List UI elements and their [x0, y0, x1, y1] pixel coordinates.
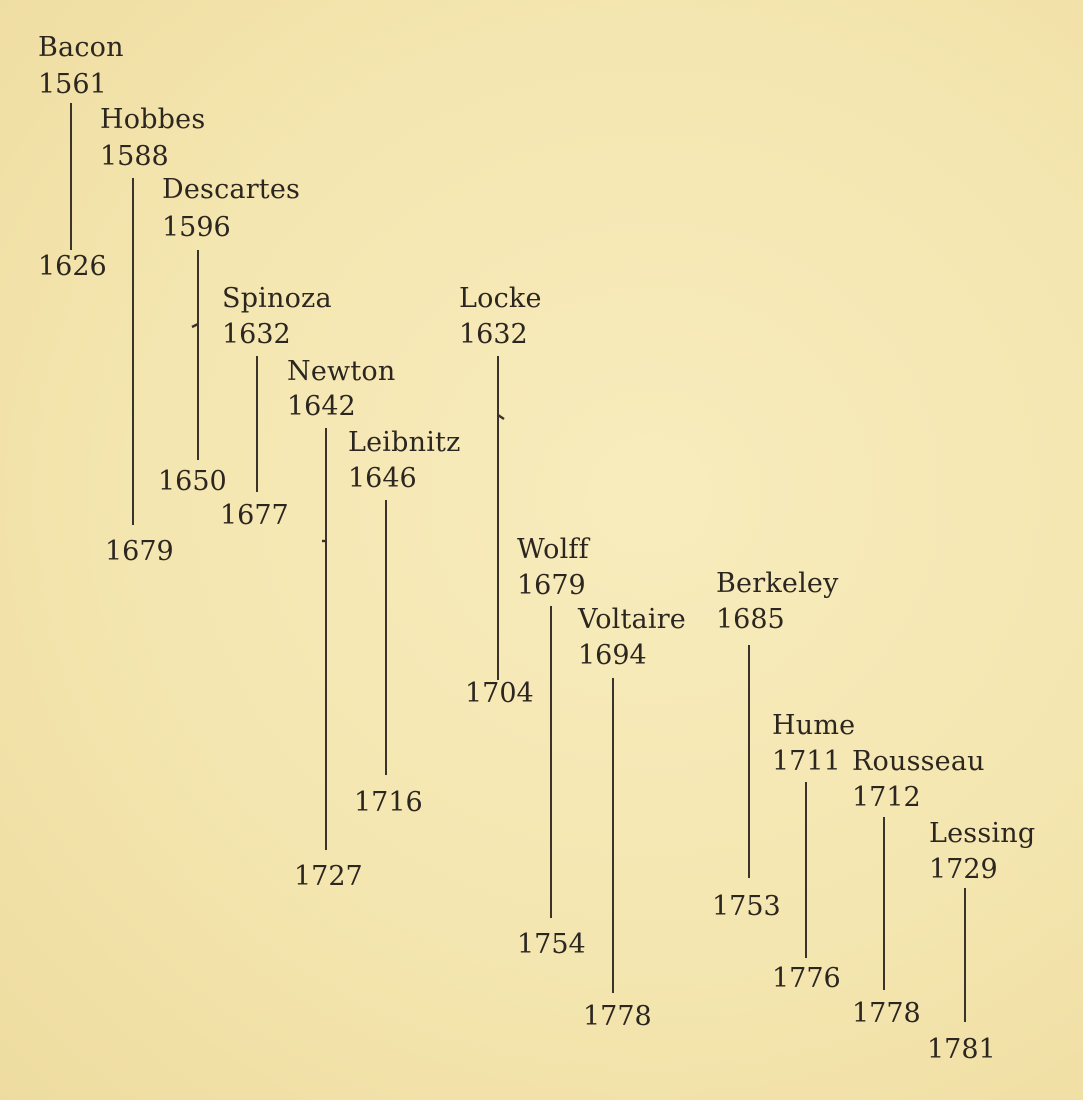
- rousseau-death-year-label: 1778: [852, 998, 921, 1029]
- wolff-name-label: Wolff: [517, 534, 589, 565]
- berkeley-name-label: Berkeley: [716, 568, 839, 599]
- hume-name-label: Hume: [772, 710, 856, 741]
- newton-birth-year-label: 1642: [287, 391, 356, 422]
- berkeley-death-year-label: 1753: [712, 891, 781, 922]
- leibnitz-name-label: Leibnitz: [348, 427, 461, 458]
- voltaire-name-label: Voltaire: [578, 604, 686, 635]
- descartes-name-label: Descartes: [162, 174, 301, 205]
- newton-name-label: Newton: [287, 356, 396, 387]
- leibnitz-birth-year-label: 1646: [348, 463, 417, 494]
- hobbes-death-year-label: 1679: [105, 536, 174, 567]
- lessing-death-year-label: 1781: [927, 1034, 996, 1065]
- wolff-birth-year-label: 1679: [517, 570, 586, 601]
- lessing-name-label: Lessing: [929, 818, 1036, 849]
- bacon-name-label: Bacon: [38, 32, 124, 63]
- descartes-birth-year-label: 1596: [162, 212, 231, 243]
- lessing-birth-year-label: 1729: [929, 854, 998, 885]
- leibnitz-death-year-label: 1716: [354, 787, 423, 818]
- locke-death-year-label: 1704: [465, 678, 534, 709]
- locke-birth-year-label: 1632: [459, 319, 528, 350]
- spinoza-birth-year-label: 1632: [222, 319, 291, 350]
- rousseau-birth-year-label: 1712: [852, 782, 921, 813]
- voltaire-birth-year-label: 1694: [578, 640, 647, 671]
- spinoza-name-label: Spinoza: [222, 283, 332, 314]
- hume-death-year-label: 1776: [772, 963, 841, 994]
- spinoza-death-year-label: 1677: [220, 500, 289, 531]
- rousseau-name-label: Rousseau: [852, 746, 985, 777]
- wolff-death-year-label: 1754: [517, 929, 586, 960]
- bacon-birth-year-label: 1561: [38, 69, 107, 100]
- descartes-death-year-label: 1650: [158, 466, 227, 497]
- hobbes-birth-year-label: 1588: [100, 141, 169, 172]
- hume-birth-year-label: 1711: [772, 746, 841, 777]
- bacon-death-year-label: 1626: [38, 251, 107, 282]
- newton-death-year-label: 1727: [294, 861, 363, 892]
- voltaire-death-year-label: 1778: [583, 1001, 652, 1032]
- hobbes-name-label: Hobbes: [100, 104, 206, 135]
- berkeley-birth-year-label: 1685: [716, 604, 785, 635]
- locke-name-label: Locke: [459, 283, 542, 314]
